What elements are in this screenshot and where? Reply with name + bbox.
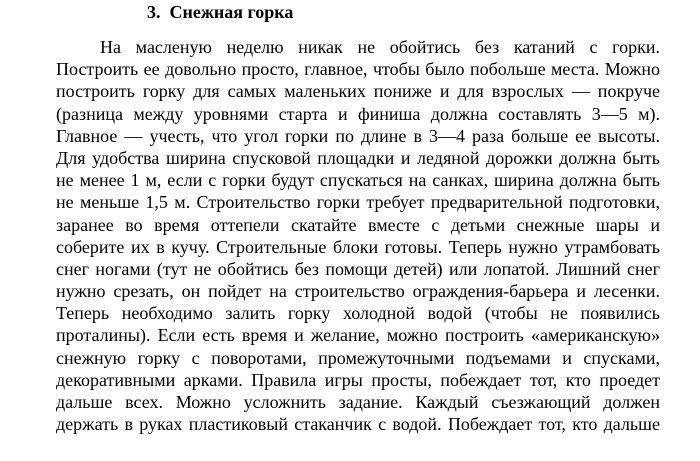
paragraph-line: проталины). Если есть время и желание, можно построить «американскую» xyxy=(56,325,660,346)
paragraph-line: снежную горку с поворотами, промежуточными подъемами и спусками, xyxy=(56,347,660,368)
paragraph-line: построить горку для самых маленьких пониже и для взрослых — покруче xyxy=(56,81,660,102)
section-heading xyxy=(147,1,293,23)
paragraph-line: не меньше 1,5 м. Строительство горки требует предварительной подготовки, xyxy=(56,192,660,213)
paragraph xyxy=(56,36,660,435)
paragraph-line: снег ногами (тут не обойтись без помощи детей) или лопатой. Лишний снег xyxy=(56,258,660,279)
paragraph-line: декоративными арками. Правила игры просты, побеждает тот, кто проедет xyxy=(56,369,660,390)
paragraph-line: заранее во время оттепели скатайте вместе с детьми снежные шары и xyxy=(56,214,660,235)
paragraph-line: На масленую неделю никак не обойтись без катаний с горки. xyxy=(100,37,660,57)
paragraph-line: Главное — учесть, что угол горки по длине в 3—4 раза больше ее высоты. xyxy=(56,125,660,146)
section-title: Снежная горка xyxy=(169,2,294,22)
paragraph-line: не менее 1 м, если с горки будут спускаться на санках, ширина должна быть xyxy=(56,170,660,191)
paragraph-line: Построить ее довольно просто, главное, чтобы было побольше места. Можно xyxy=(56,59,660,80)
paragraph-line: соберите их в кучу. Строительные блоки готовы. Теперь нужно утрамбовать xyxy=(56,236,660,257)
paragraph-line: Теперь необходимо залить горку холодной водой (чтобы не появились xyxy=(56,303,660,324)
paragraph-line: держать в руках пластиковый стаканчик с водой. Побеждает тот, кто дальше xyxy=(56,414,660,435)
paragraph-line: (разница между уровнями старта и финиша должна составлять 3—5 м). xyxy=(56,103,660,124)
paragraph-line: Для удобства ширина спусковой площадки и ледяной дорожки должна быть xyxy=(56,147,660,168)
paragraph-line: дальше всех. Можно усложнить задание. Каждый съезжающий должен xyxy=(56,392,660,412)
paragraph-line: нужно срезать, он пойдет на строительство ограждения-барьера и лесенки. xyxy=(56,281,660,302)
section-number: 3. xyxy=(147,2,161,22)
